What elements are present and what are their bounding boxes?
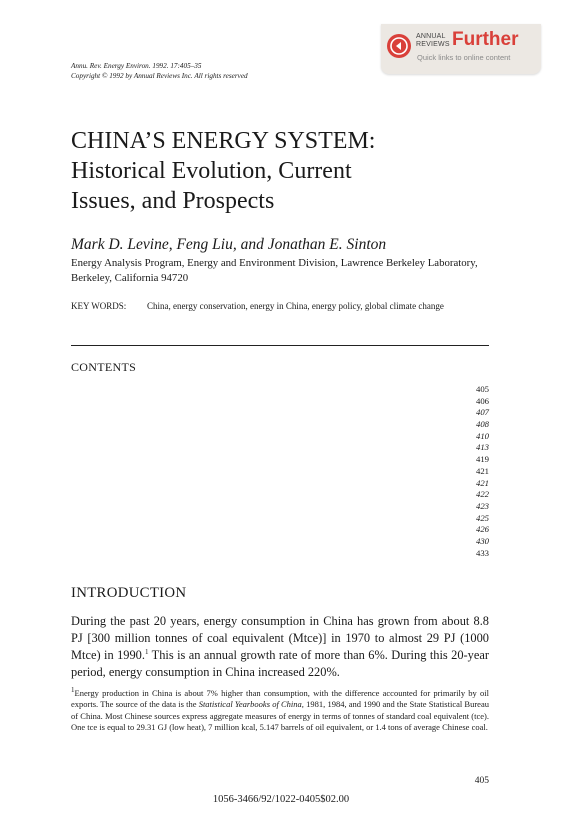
page-number: 405 bbox=[474, 776, 489, 786]
table-of-contents bbox=[71, 384, 489, 559]
title-line-3: Issues, and Prospects bbox=[71, 188, 275, 214]
citation-line-1: Annu. Rev. Energy Environ. 1992. 17:405–35 bbox=[71, 62, 202, 70]
toc-entry[interactable] bbox=[71, 466, 489, 478]
toc-entry-page: 423 bbox=[459, 501, 489, 513]
toc-entry-page: 425 bbox=[459, 513, 489, 525]
section-heading-introduction: INTRODUCTION bbox=[71, 585, 187, 601]
toc-entry[interactable] bbox=[71, 501, 489, 513]
authors: Mark D. Levine, Feng Liu, and Jonathan E. Sinton bbox=[71, 236, 387, 253]
toc-entry[interactable] bbox=[71, 524, 489, 536]
banner-reviews-text: REVIEWS bbox=[416, 41, 450, 48]
toc-entry-page: 406 bbox=[459, 396, 489, 408]
contents-heading: CONTENTS bbox=[71, 360, 137, 374]
footnote-text-1: Energy production in China is about 7% higher than consumption, with the difference accounted for primarily by oil exports. The source of the data is the bbox=[71, 688, 489, 710]
footnote-text-2: 1981, 1984, and 1990 and the State Statistical Bureau of China. Most Chinese sources express aggregate measures of energy in terms of tonnes of standard coal equivalent (tce). One tce is equal to 29.31 GJ (low heat), 7 million kcal, 5.147 barrels of oil equivalent, or 1.4 tons of average Chinese coal. bbox=[71, 699, 489, 733]
banner-further-text: Further bbox=[452, 29, 519, 50]
keywords-text: China, energy conservation, energy in China, energy policy, global climate change bbox=[147, 301, 444, 311]
intro-text-1: During the past 20 years, energy consumption in China has grown from about 8.8 PJ [300 million tonnes of coal equivalent (Mtce)] in 1970 to almost 29 PJ (1000 Mtce) in 1990. bbox=[71, 614, 489, 662]
introduction-paragraph bbox=[71, 613, 489, 681]
toc-entry[interactable] bbox=[71, 548, 489, 560]
banner-subtitle[interactable]: Quick links to online content bbox=[417, 53, 511, 62]
toc-entry-page: 433 bbox=[459, 548, 489, 560]
footnote bbox=[71, 688, 489, 734]
back-arrow-circle-icon[interactable] bbox=[387, 34, 411, 58]
footnote-marker: 1 bbox=[71, 686, 75, 695]
toc-entry[interactable] bbox=[71, 431, 489, 443]
toc-entry[interactable] bbox=[71, 536, 489, 548]
toc-entry-page: 410 bbox=[459, 431, 489, 443]
toc-entry-page: 408 bbox=[459, 419, 489, 431]
toc-entry-page: 430 bbox=[459, 536, 489, 548]
banner-brand-small bbox=[416, 33, 450, 49]
further-banner[interactable] bbox=[381, 24, 541, 74]
contents-divider bbox=[71, 345, 489, 346]
toc-entry-page: 407 bbox=[459, 407, 489, 419]
toc-entry-page: 421 bbox=[459, 478, 489, 490]
toc-entry-page: 426 bbox=[459, 524, 489, 536]
toc-entry[interactable] bbox=[71, 489, 489, 501]
title-line-2: Historical Evolution, Current bbox=[71, 158, 352, 184]
toc-entry[interactable] bbox=[71, 407, 489, 419]
toc-entry-page: 419 bbox=[459, 454, 489, 466]
toc-entry[interactable] bbox=[71, 513, 489, 525]
toc-entry[interactable] bbox=[71, 478, 489, 490]
toc-entry-page: 405 bbox=[459, 384, 489, 396]
toc-entry-page: 421 bbox=[459, 466, 489, 478]
toc-entry-page: 422 bbox=[459, 489, 489, 501]
banner-annual-text: ANNUAL bbox=[416, 33, 446, 40]
affiliation: Energy Analysis Program, Energy and Environment Division, Lawrence Berkeley Laboratory, Berkeley, California 94720 bbox=[71, 257, 478, 284]
toc-entry-page: 413 bbox=[459, 442, 489, 454]
intro-text-2: This is an annual growth rate of more than 6%. During this 20-year period, energy consumption in China increased 220%. bbox=[71, 648, 489, 679]
keywords-label: KEY WORDS: bbox=[71, 301, 127, 311]
title-line-1: CHINA’S ENERGY SYSTEM: bbox=[71, 128, 376, 154]
toc-entry[interactable] bbox=[71, 419, 489, 431]
footer-code: 1056-3466/92/1022-0405$02.00 bbox=[212, 794, 350, 805]
citation bbox=[71, 61, 248, 81]
citation-line-2: Copyright © 1992 by Annual Reviews Inc. All rights reserved bbox=[71, 72, 248, 80]
footnote-ref[interactable]: 1 bbox=[144, 647, 149, 656]
toc-entry[interactable] bbox=[71, 384, 489, 396]
toc-entry[interactable] bbox=[71, 442, 489, 454]
footnote-italic: Statistical Yearbooks of China, bbox=[198, 699, 304, 710]
article-title bbox=[71, 126, 375, 216]
toc-entry[interactable] bbox=[71, 454, 489, 466]
toc-entry[interactable] bbox=[71, 396, 489, 408]
